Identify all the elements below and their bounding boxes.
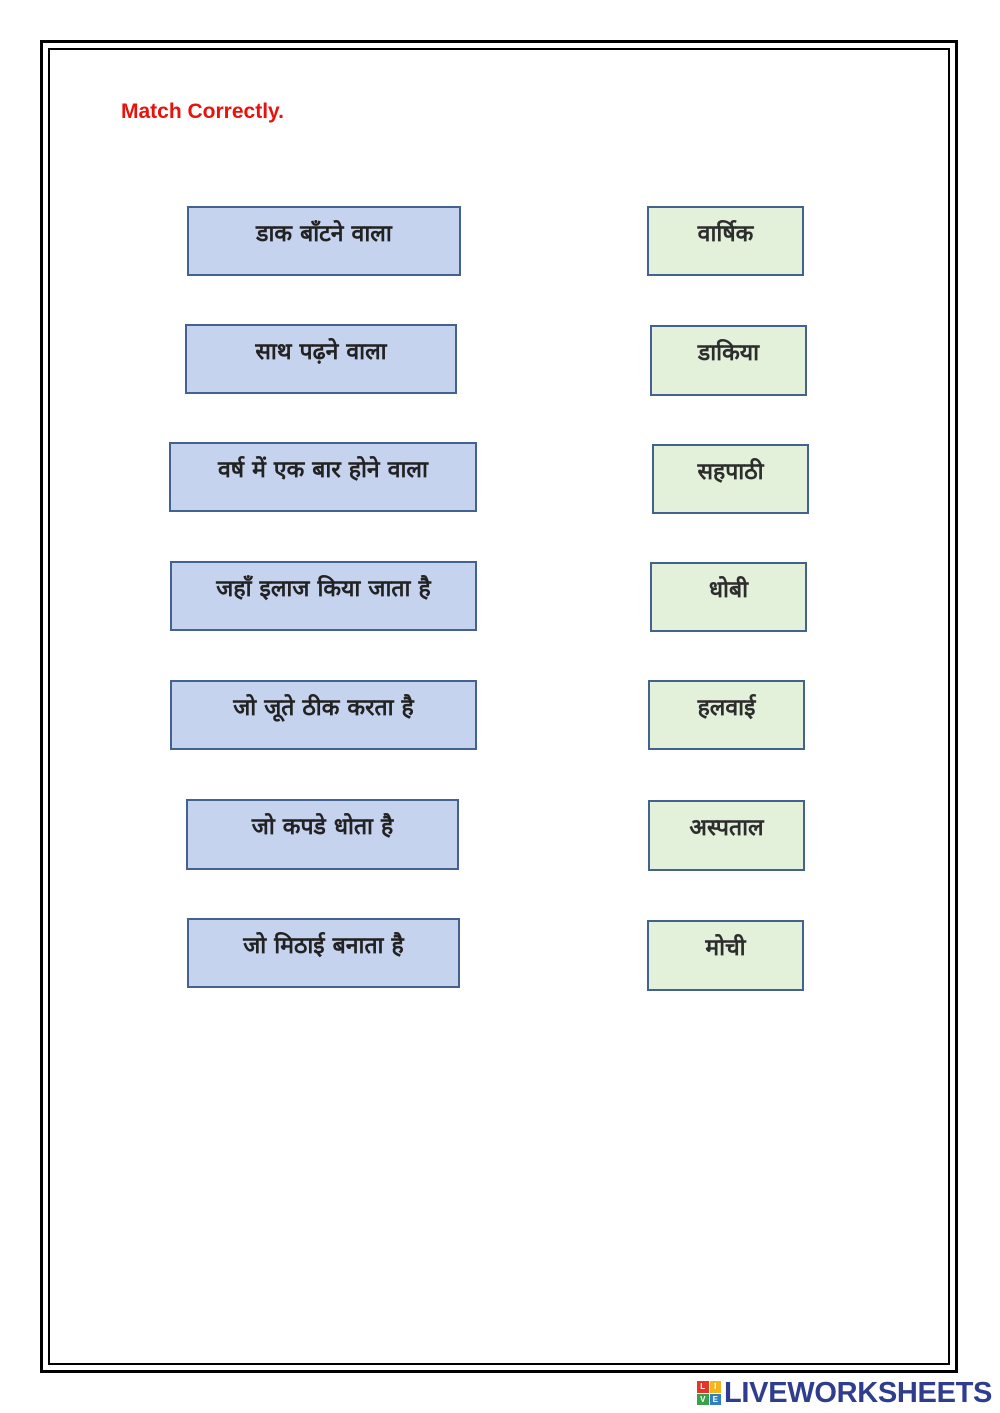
right-item-2[interactable]: डाकिया: [650, 325, 807, 396]
liveworksheets-logo: [697, 1377, 992, 1409]
left-item-1[interactable]: डाक बाँटने वाला: [187, 206, 461, 276]
right-item-5[interactable]: हलवाई: [648, 680, 805, 750]
left-item-6[interactable]: जो कपडे धोता है: [186, 799, 459, 870]
left-item-3[interactable]: वर्ष में एक बार होने वाला: [169, 442, 477, 512]
left-item-5[interactable]: जो जूते ठीक करता है: [170, 680, 477, 750]
instruction-heading: Match Correctly.: [121, 100, 284, 123]
right-item-3[interactable]: सहपाठी: [652, 444, 809, 514]
right-item-4[interactable]: धोबी: [650, 562, 807, 632]
right-item-6[interactable]: अस्पताल: [648, 800, 805, 871]
left-item-4[interactable]: जहाँ इलाज किया जाता है: [170, 561, 477, 631]
right-item-7[interactable]: मोची: [647, 920, 804, 991]
left-item-2[interactable]: साथ पढ़ने वाला: [185, 324, 457, 394]
logo-mark-icon: L I V E: [697, 1381, 721, 1405]
logo-text: LIVEWORKSHEETS: [724, 1376, 993, 1409]
right-item-1[interactable]: वार्षिक: [647, 206, 804, 276]
left-item-7[interactable]: जो मिठाई बनाता है: [187, 918, 460, 988]
